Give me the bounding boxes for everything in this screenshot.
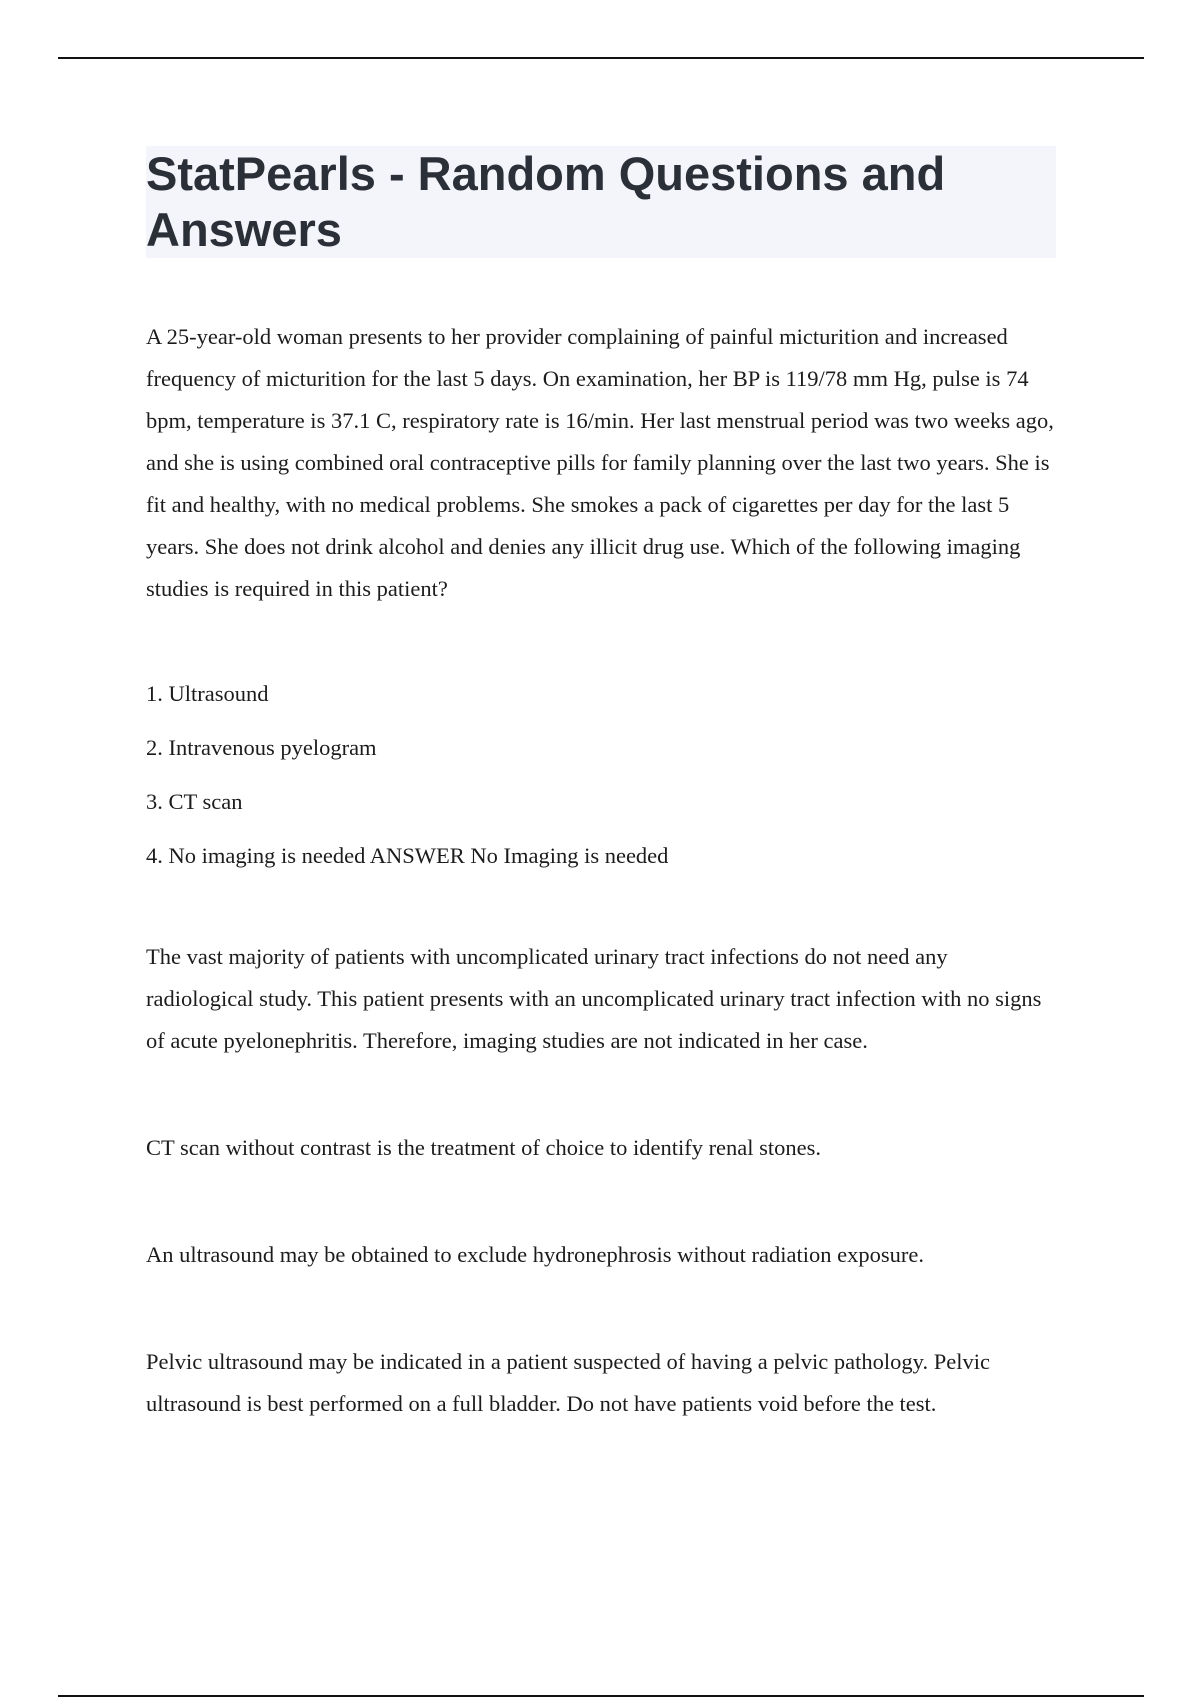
explanation-paragraph: CT scan without contrast is the treatment of choice to identify renal stones. xyxy=(146,1135,822,1160)
explanation-paragraph: Pelvic ultrasound may be indicated in a patient suspected of having a pelvic pathology. Pelvic ultrasound is best performed on a full bladder. Do not have patients void before the test. xyxy=(146,1349,990,1416)
page-title: StatPearls - Random Questions and Answers xyxy=(146,147,946,256)
explanation-paragraph: The vast majority of patients with uncomplicated urinary tract infections do not need any radiological study. This patient presents with an uncomplicated urinary tract infection with no signs of acute pyelonephritis. Therefore, imaging studies are not indicated in her case. xyxy=(146,944,1042,1053)
option-item: 2. Intravenous pyelogram xyxy=(146,735,377,760)
title-box xyxy=(146,146,1056,258)
option-item: 4. No imaging is needed ANSWER No Imaging is needed xyxy=(146,843,669,868)
question-text: A 25-year-old woman presents to her provider complaining of painful micturition and increased frequency of micturition for the last 5 days. On examination, her BP is 119/78 mm Hg, pulse is 74 bpm, temperature is 37.1 C, respiratory rate is 16/min. Her last menstrual period was two weeks ago, and she is using combined oral contraceptive pills for family planning over the last two years. She is fit and healthy, with no medical problems. She smokes a pack of cigarettes per day for the last 5 years. She does not drink alcohol and denies any illicit drug use. Which of the following imaging studies is required in this patient? xyxy=(146,324,1054,601)
document-body xyxy=(146,146,1056,1425)
top-rule xyxy=(58,57,1144,59)
explanation-paragraph: An ultrasound may be obtained to exclude hydronephrosis without radiation exposure. xyxy=(146,1242,924,1267)
bottom-rule xyxy=(58,1695,1144,1697)
option-item: 1. Ultrasound xyxy=(146,681,269,706)
answer-options xyxy=(146,667,1056,883)
option-item: 3. CT scan xyxy=(146,789,243,814)
